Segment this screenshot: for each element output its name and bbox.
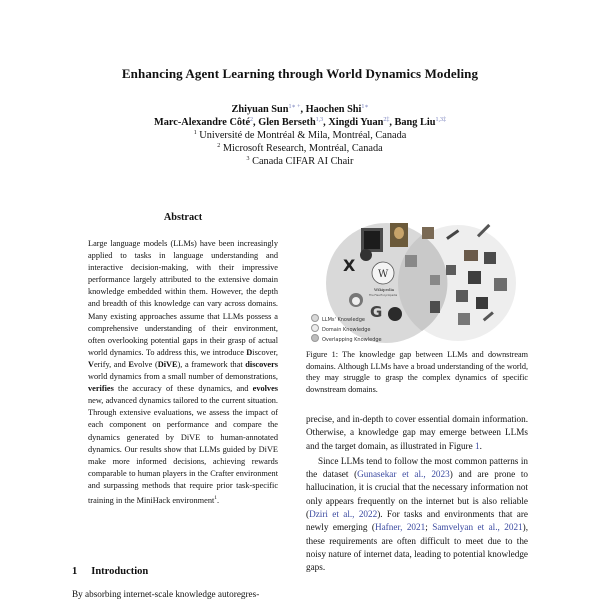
author-sup: 1∗ — [361, 104, 369, 110]
author-block — [0, 103, 600, 168]
door-icon — [430, 301, 440, 313]
author-name: Bang Liu — [394, 117, 436, 128]
stone-icon — [494, 278, 507, 291]
intro-text: By absorbing internet-scale knowledge autoregres- — [72, 589, 260, 599]
water-icon — [458, 313, 470, 325]
author-sup: 1,3‡ — [435, 117, 446, 123]
figure-caption: Figure 1: The knowledge gap between LLMs and downstream domains. Although LLMs have a broad understanding of the world, they may struggle to grasp the complex dynamics of specific downstream domains. — [306, 350, 528, 394]
legend-dot — [311, 324, 319, 332]
footnote-mark[interactable]: 1 — [214, 494, 218, 501]
legend-item: Overlapping Knowledge — [311, 334, 382, 343]
affiliation: $^1$ Université de Montréal & Mila, Montréal, Canada — [193, 130, 407, 141]
abstract-heading: Abstract — [163, 212, 203, 223]
citation-link[interactable]: Hafner, 2021 — [374, 522, 426, 533]
creature-icon — [456, 290, 468, 302]
legend-dot — [311, 334, 319, 342]
authors-line-2: Marc-Alexandre Côté$^2$, Glen Berseth$^{1,3}$, Xingdi Yuan$^{2\ddagger}$, Bang Liu$^{1,3\ddagger}$ — [154, 117, 446, 128]
section-heading: 1 Introduction — [72, 566, 149, 577]
legend-item: Domain Knowledge — [311, 324, 370, 333]
author-sup: 1∗ + — [288, 104, 301, 110]
svg-text:W: W — [378, 269, 389, 280]
author-sup: 2‡ — [383, 117, 390, 123]
paragraph: Since LLMs tend to follow the most common patterns in the dataset (Gunasekar et al., 2023) and are prone to hallucination, it is crucial that the necessary information not only appears frequently on the internet but is also reliable (Dziri et al., 2022). For tasks and environments that are newly emerging (Hafner, 2021; Samvelyan et al., 2021), these requirements are often difficult to meet due to the noisy nature of internet data, leading to potential knowledge gaps. — [306, 455, 529, 573]
svg-text:The Free Encyclopedia: The Free Encyclopedia — [369, 294, 398, 297]
authors-line-1: Zhiyuan Sun$^{1∗ +}$, Haochen Shi$^{1∗}$ — [231, 104, 369, 115]
google-logo-icon: G — [370, 303, 383, 321]
author-name: Zhiyuan Sun — [231, 104, 289, 115]
cow-icon — [464, 250, 478, 261]
author-name: Glen Berseth — [258, 117, 316, 128]
github-icon — [388, 307, 402, 321]
svg-text:Wikipedia: Wikipedia — [374, 287, 395, 292]
plant-icon — [446, 265, 456, 275]
figure-reference[interactable]: 1 — [475, 440, 480, 451]
author-name: Marc-Alexandre Côté — [154, 117, 251, 128]
legend-dot — [311, 314, 319, 322]
abstract-text: Large language models (LLMs) have been increasingly applied to tasks in language understanding and interactive decision-making, with their impressive performance largely attributed to the extensive domain knowledge embedded within them. However, the depth and breadth of this knowledge can vary across domains. Many existing approaches assume that LLMs possess a comprehensive understanding of their environment, often overlooking potential gaps in their grasp of actual world dynamics. To address this, we introduce Discover, Verify, and Evolve (DiVE), a framework that discovers world dynamics from a small number of demonstrations, verifies the accuracy of these dynamics, and evolves new, advanced dynamics tailored to the current situation. Through extensive evaluations, we assess the impact of each component on performance and compare the dynamics generated by DiVE to human-annotated dynamics. Our results show that LLMs guided by DiVE make more informed decisions, achieving rewards comparable to human players in the Crafter environment and surpassing methods that require prior task-specific training in the MiniHack environment$^1$. — [88, 239, 279, 505]
x-logo-icon: X — [343, 256, 356, 275]
author-name: Haochen Shi — [305, 104, 362, 115]
skeleton-icon — [430, 275, 440, 285]
paragraph: precise, and in-depth to cover essential domain information. Otherwise, a knowledge gap may emerge between LLMs and the target domain, as illustrated in Figure 1. — [306, 414, 528, 451]
paper-title: Enhancing Agent Learning through World Dynamics Modeling — [121, 66, 479, 81]
author-sup: 1,3 — [315, 117, 324, 123]
lava-icon — [476, 297, 488, 309]
zombie-icon — [484, 252, 496, 264]
music-icon — [360, 249, 372, 261]
body-text — [306, 413, 528, 575]
citation-link[interactable]: Dziri et al., 2022 — [309, 509, 378, 520]
affiliation: $^2$ Microsoft Research, Montréal, Canada — [217, 143, 383, 154]
legend-item: LLMs' Knowledge — [311, 314, 365, 323]
tree-icon — [468, 271, 481, 284]
citation-link[interactable]: Gunasekar et al., 2023 — [357, 469, 450, 480]
affiliation: $^3$ Canada CIFAR AI Chair — [246, 156, 354, 167]
author-sup: 2 — [250, 117, 254, 123]
citation-link[interactable]: Samvelyan et al., 2021 — [432, 522, 523, 533]
sprite-icon — [422, 227, 434, 239]
author-name: Xingdi Yuan — [328, 117, 384, 128]
